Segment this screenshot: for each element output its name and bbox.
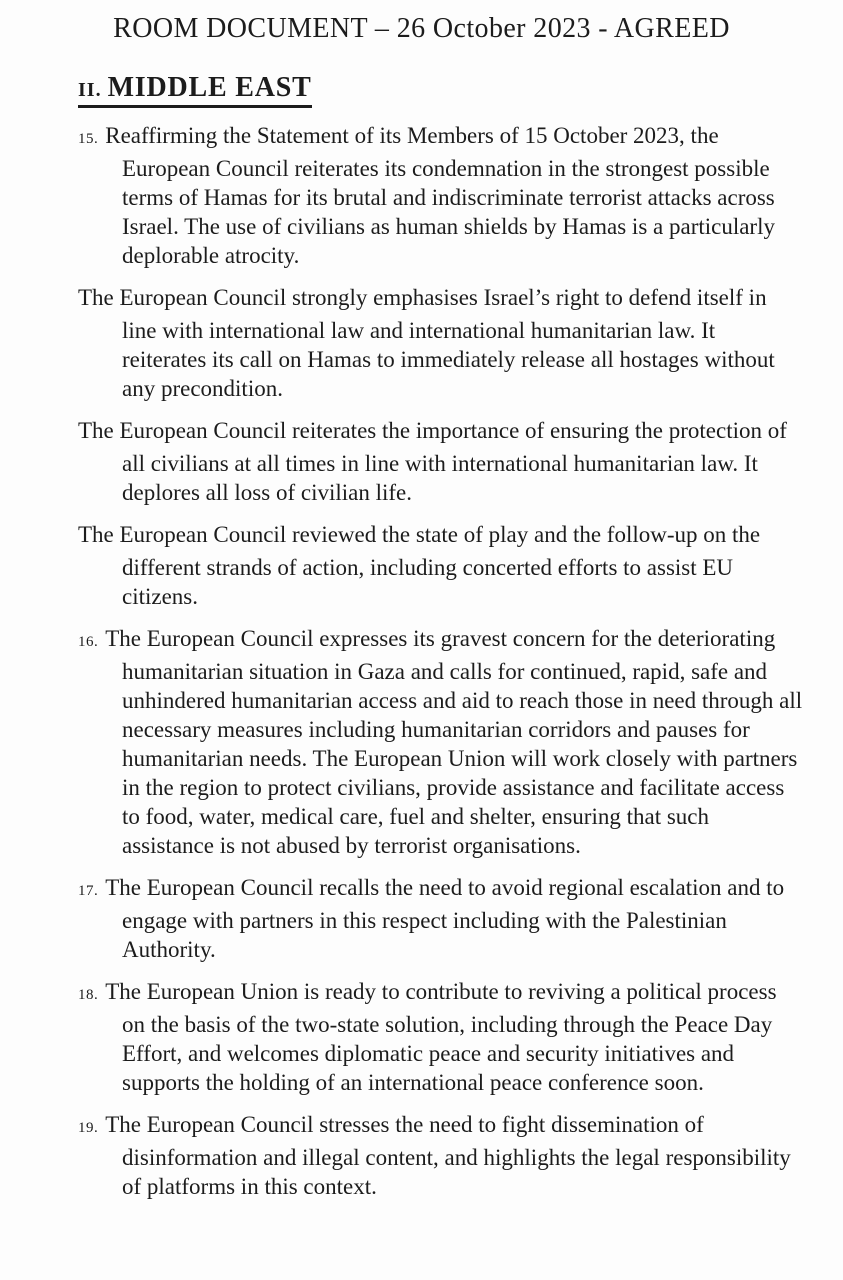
paragraph-19: [78, 1110, 803, 1201]
paragraph-16-text: The European Council expresses its gravest concern for the deteriorating humanitarian situation in Gaza and calls for continued, rapid, safe and unhindered humanitarian access and aid to reach those in need through all necessary measures including humanitarian corridors and pauses for humanitarian needs. The European Union will work closely with partners in the region to protect civilians, provide assistance and facilitate access to food, water, medical care, fuel and shelter, ensuring that such assistance is not abused by terrorist organisations.: [105, 626, 803, 858]
document-header: ROOM DOCUMENT – 26 October 2023 - AGREED: [113, 13, 730, 44]
paragraph-15-text: Reaffirming the Statement of its Members of 15 October 2023, the European Council reiterates its condemnation in the strongest possible terms of Hamas for its brutal and indiscriminate terrorist attacks across Israel. The use of civilians as human shields by Hamas is a particularly deplorable atrocity.: [105, 123, 775, 268]
paragraph-15-continuation-3-text: The European Council reviewed the state of play and the follow-up on the different strands of action, including concerted efforts to assist EU citizens.: [78, 522, 761, 609]
paragraph-19-number: 19.: [78, 1120, 99, 1136]
paragraph-16: [78, 624, 803, 860]
paragraph-15: [78, 121, 803, 270]
paragraph-15-continuation-1: [78, 283, 803, 403]
paragraph-15-continuation-2: [78, 416, 803, 507]
paragraph-15-continuation-1-text: The European Council strongly emphasises Israel’s right to defend itself in line with international law and international humanitarian law. It reiterates its call on Hamas to immediately release all hostages without any precondition.: [78, 285, 775, 401]
paragraph-17: [78, 873, 803, 964]
section-heading: [78, 72, 803, 108]
section-numeral: II.: [78, 79, 102, 101]
paragraph-18-number: 18.: [78, 987, 99, 1003]
paragraph-15-continuation-3: [78, 520, 803, 611]
paragraph-19-text: The European Council stresses the need to fight dissemination of disinformation and illegal content, and highlights the legal responsibility of platforms in this context.: [105, 1112, 791, 1199]
paragraph-18-text: The European Union is ready to contribute to reviving a political process on the basis of the two-state solution, including through the Peace Day Effort, and welcomes diplomatic peace and security initiatives and supports the holding of an international peace conference soon.: [105, 979, 777, 1095]
paragraph-17-number: 17.: [78, 883, 99, 899]
section-heading-underline: [78, 72, 312, 108]
paragraph-18: [78, 977, 803, 1097]
section-title: MIDDLE EAST: [107, 72, 312, 103]
paragraph-15-number: 15.: [78, 131, 99, 147]
paragraph-17-text: The European Council recalls the need to avoid regional escalation and to engage with partners in this respect including with the Palestinian Authority.: [105, 875, 785, 962]
paragraph-16-number: 16.: [78, 634, 99, 650]
paragraph-15-continuation-2-text: The European Council reiterates the importance of ensuring the protection of all civilians at all times in line with international humanitarian law. It deplores all loss of civilian life.: [78, 418, 787, 505]
